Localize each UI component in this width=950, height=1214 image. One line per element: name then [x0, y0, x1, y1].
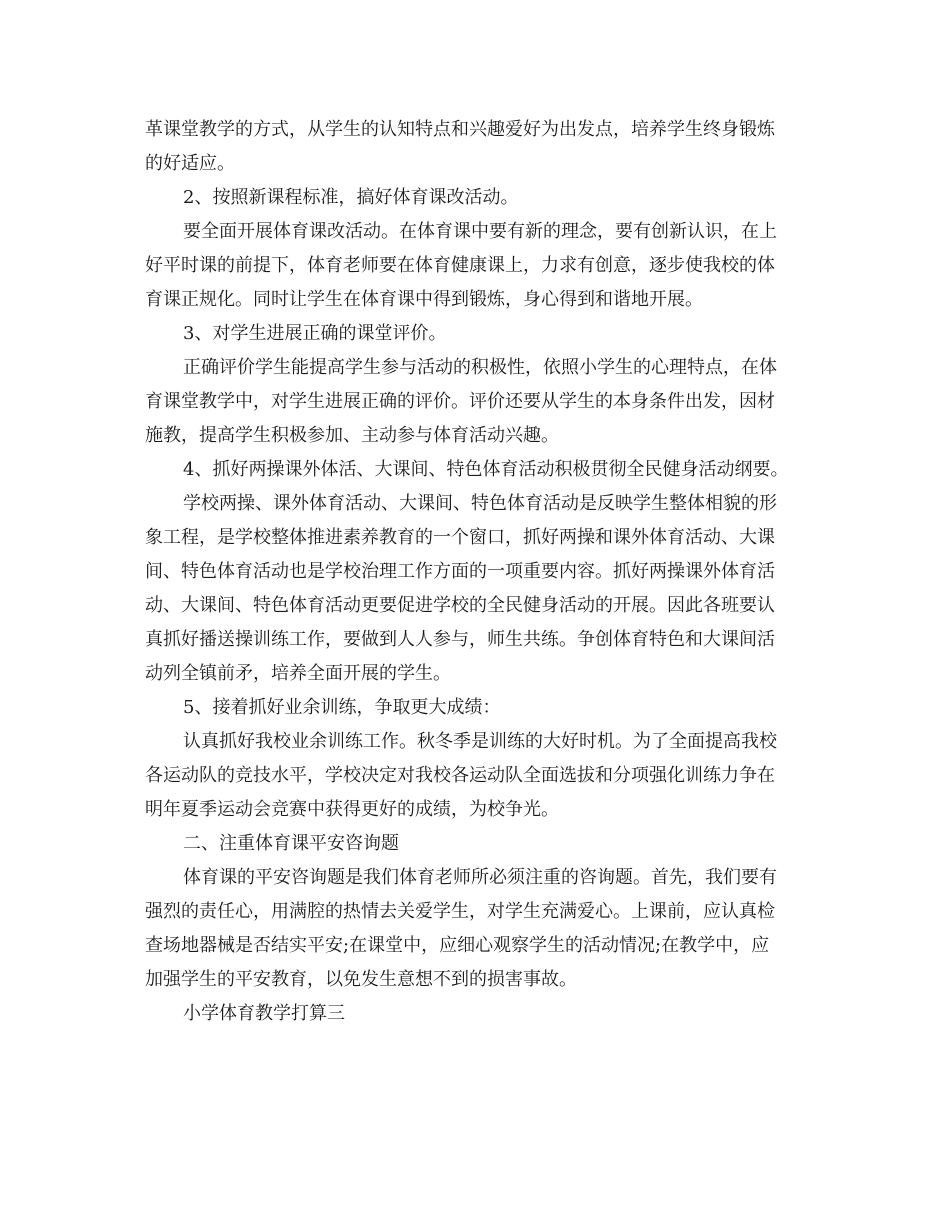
text-line: 施教，提高学生积极参加、主动参与体育活动兴趣。	[145, 425, 559, 446]
text-line: 革课堂教学的方式，从学生的认知特点和兴趣爱好为出发点，培养学生终身锻炼	[145, 119, 775, 140]
text-line: 认真抓好我校业余训练工作。秋冬季是训练的大好时机。为了全面提高我校	[183, 731, 777, 752]
text-line: 强烈的责任心，用满腔的热情去关爱学生，对学生充满爱心。上课前，应认真检	[145, 901, 775, 922]
document-subtitle: 小学体育教学打算三	[183, 1003, 345, 1024]
text-line: 加强学生的平安教育，以免发生意想不到的损害事故。	[145, 969, 577, 990]
text-line: 各运动队的竞技水平，学校决定对我校各运动队全面选拔和分项强化训练力争在	[145, 765, 775, 786]
text-line: 要全面开展体育课改活动。在体育课中要有新的理念，要有创新认识，在上	[183, 221, 777, 242]
text-line: 2、按照新课程标准，搞好体育课改活动。	[183, 187, 519, 208]
text-line: 5、接着抓好业余训练，争取更大成绩：	[183, 697, 501, 718]
text-line: 动列全镇前矛，培养全面开展的学生。	[145, 663, 451, 684]
text-line: 育课正规化。同时让学生在体育课中得到锻炼，身心得到和谐地开展。	[145, 289, 703, 310]
text-line: 正确评价学生能提高学生参与活动的积极性，依照小学生的心理特点，在体	[183, 357, 777, 378]
text-line: 动、大课间、特色体育活动更要促进学校的全民健身活动的开展。因此各班要认	[145, 595, 775, 616]
text-line: 象工程，是学校整体推进素养教育的一个窗口，抓好两操和课外体育活动、大课	[145, 527, 775, 548]
document-body	[145, 113, 805, 1031]
text-line: 查场地器械是否结实平安;在课堂中，应细心观察学生的活动情况;在教学中，应	[145, 935, 770, 956]
text-line: 4、抓好两操课外体活、大课间、特色体育活动积极贯彻全民健身活动纲要。	[183, 459, 789, 480]
section-heading: 二、注重体育课平安咨询题	[183, 833, 399, 854]
text-line: 明年夏季运动会竞赛中获得更好的成绩，为校争光。	[145, 799, 559, 820]
text-line: 育课堂教学中，对学生进展正确的评价。评价还要从学生的本身条件出发，因材	[145, 391, 775, 412]
text-line: 好平时课的前提下，体育老师要在体育健康课上，力求有创意，逐步使我校的体	[145, 255, 775, 276]
text-line: 的好适应。	[145, 153, 235, 174]
text-line: 真抓好播送操训练工作，要做到人人参与，师生共练。争创体育特色和大课间活	[145, 629, 775, 650]
text-line: 体育课的平安咨询题是我们体育老师所必须注重的咨询题。首先，我们要有	[183, 867, 777, 888]
text-line: 间、特色体育活动也是学校治理工作方面的一项重要内容。抓好两操课外体育活	[145, 561, 775, 582]
text-line: 学校两操、课外体育活动、大课间、特色体育活动是反映学生整体相貌的形	[183, 493, 777, 514]
text-line: 3、对学生进展正确的课堂评价。	[183, 323, 447, 344]
